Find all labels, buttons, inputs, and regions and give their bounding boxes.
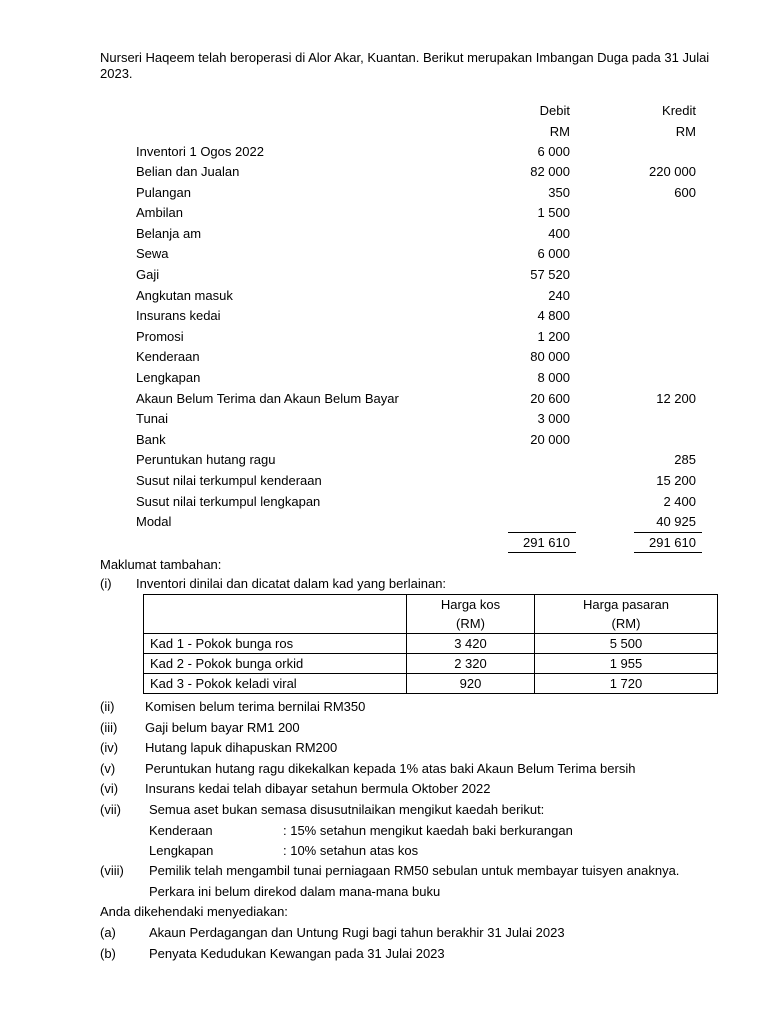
tb-debit: 240 bbox=[548, 288, 570, 303]
trial-balance-row bbox=[0, 473, 768, 493]
tb-item: Angkutan masuk bbox=[136, 288, 233, 303]
item-text: Hutang lapuk dihapuskan RM200 bbox=[145, 740, 338, 755]
intro-paragraph: Nurseri Haqeem telah beroperasi di Alor Akar, Kuantan. Berikut merupakan Imbangan Duga pada 31 Julai 2023. bbox=[100, 50, 710, 81]
col-cost-unit: (RM) bbox=[407, 614, 535, 634]
tb-kredit: 12 200 bbox=[656, 391, 696, 406]
task-label: (a) bbox=[100, 925, 116, 940]
col-cost-header: Harga kos bbox=[407, 595, 535, 615]
tb-debit: 3 000 bbox=[537, 411, 570, 426]
depreciation-rule: : 10% setahun atas kos bbox=[283, 843, 419, 858]
item-text: Semua aset bukan semasa disusutnilaikan mengikut kaedah berikut: bbox=[149, 802, 545, 817]
inventory-cost: 3 420 bbox=[407, 634, 535, 654]
item-text: Insurans kedai telah dibayar setahun bermula Oktober 2022 bbox=[145, 781, 491, 796]
tb-debit: 57 520 bbox=[530, 267, 570, 282]
tb-debit: 4 800 bbox=[537, 308, 570, 323]
total-kredit: 291 610 bbox=[649, 535, 696, 550]
item-text: Inventori dinilai dan dicatat dalam kad yang berlainan: bbox=[136, 576, 447, 591]
depreciation-asset-name: Lengkapan bbox=[149, 843, 214, 858]
tb-kredit: 2 400 bbox=[663, 494, 696, 509]
tb-item: Inventori 1 Ogos 2022 bbox=[136, 144, 264, 159]
inventory-table bbox=[143, 594, 718, 694]
tb-debit: 20 600 bbox=[530, 391, 570, 406]
tb-item: Bank bbox=[136, 432, 166, 447]
debit-header: Debit bbox=[539, 103, 570, 118]
tb-item: Modal bbox=[136, 514, 172, 529]
tb-item: Susut nilai terkumpul kenderaan bbox=[136, 473, 322, 488]
tb-debit: 20 000 bbox=[530, 432, 570, 447]
inventory-unit-row bbox=[144, 614, 718, 634]
trial-balance-row bbox=[0, 411, 768, 431]
tb-item: Gaji bbox=[136, 267, 160, 282]
tb-kredit: 15 200 bbox=[656, 473, 696, 488]
inventory-name: Kad 3 - Pokok keladi viral bbox=[144, 674, 407, 694]
table-row bbox=[144, 654, 718, 674]
total-bottom-line-debit bbox=[508, 552, 576, 553]
tb-item: Lengkapan bbox=[136, 370, 201, 385]
item-text: Komisen belum terima bernilai RM350 bbox=[145, 699, 366, 714]
tb-item: Susut nilai terkumpul lengkapan bbox=[136, 494, 321, 509]
trial-balance-row bbox=[0, 391, 768, 411]
tb-debit: 8 000 bbox=[537, 370, 570, 385]
tb-item: Tunai bbox=[136, 411, 169, 426]
depreciation-rule: : 15% setahun mengikut kaedah baki berkurangan bbox=[283, 823, 573, 838]
task-label: (b) bbox=[100, 946, 116, 961]
trial-balance-row bbox=[0, 144, 768, 164]
tb-kredit: 600 bbox=[674, 185, 696, 200]
item-label: (vii) bbox=[100, 802, 121, 817]
tb-item: Belanja am bbox=[136, 226, 202, 241]
inventory-cost: 2 320 bbox=[407, 654, 535, 674]
kredit-header: Kredit bbox=[662, 103, 696, 118]
trial-balance-row bbox=[0, 267, 768, 287]
inventory-header-row bbox=[144, 595, 718, 615]
tb-item: Promosi bbox=[136, 329, 184, 344]
inventory-name: Kad 1 - Pokok bunga ros bbox=[144, 634, 407, 654]
trial-balance-row bbox=[0, 246, 768, 266]
inventory-header-blank bbox=[144, 595, 407, 615]
task-text: Akaun Perdagangan dan Untung Rugi bagi tahun berakhir 31 Julai 2023 bbox=[149, 925, 565, 940]
trial-balance-row bbox=[0, 514, 768, 534]
total-bottom-line-kredit bbox=[634, 552, 702, 553]
col-market-header: Harga pasaran bbox=[535, 595, 718, 615]
item-label: (iv) bbox=[100, 740, 119, 755]
tb-debit: 6 000 bbox=[537, 144, 570, 159]
tb-debit: 80 000 bbox=[530, 349, 570, 364]
tb-kredit: 285 bbox=[674, 452, 696, 467]
trial-balance-row bbox=[0, 288, 768, 308]
inventory-market: 5 500 bbox=[535, 634, 718, 654]
tb-kredit: 40 925 bbox=[656, 514, 696, 529]
trial-balance-row bbox=[0, 370, 768, 390]
item-text: Pemilik telah mengambil tunai perniagaan RM50 sebulan untuk membayar tuisyen anaknya. bbox=[149, 863, 680, 878]
table-row bbox=[144, 634, 718, 654]
trial-balance-row bbox=[0, 226, 768, 246]
tb-item: Peruntukan hutang ragu bbox=[136, 452, 276, 467]
depreciation-asset-name: Kenderaan bbox=[149, 823, 213, 838]
tb-item: Kenderaan bbox=[136, 349, 200, 364]
trial-balance-row bbox=[0, 494, 768, 514]
total-top-line-debit bbox=[508, 532, 576, 533]
trial-balance-row bbox=[0, 432, 768, 452]
tb-item: Sewa bbox=[136, 246, 169, 261]
tb-item: Belian dan Jualan bbox=[136, 164, 240, 179]
tb-debit: 1 500 bbox=[537, 205, 570, 220]
table-row bbox=[144, 674, 718, 694]
tb-item: Insurans kedai bbox=[136, 308, 221, 323]
item-label: (v) bbox=[100, 761, 116, 776]
item-label: (vi) bbox=[100, 781, 119, 796]
inventory-name: Kad 2 - Pokok bunga orkid bbox=[144, 654, 407, 674]
inventory-market: 1 720 bbox=[535, 674, 718, 694]
inventory-unit-blank bbox=[144, 614, 407, 634]
item-label: (i) bbox=[100, 576, 112, 591]
item-text: Gaji belum bayar RM1 200 bbox=[145, 720, 300, 735]
item-text: Peruntukan hutang ragu dikekalkan kepada 1% atas baki Akaun Belum Terima bersih bbox=[145, 761, 636, 776]
tb-debit: 6 000 bbox=[537, 246, 570, 261]
total-debit: 291 610 bbox=[523, 535, 570, 550]
item-label: (ii) bbox=[100, 699, 115, 714]
tb-item: Pulangan bbox=[136, 185, 191, 200]
debit-unit: RM bbox=[549, 124, 570, 139]
inventory-market: 1 955 bbox=[535, 654, 718, 674]
item-label: (iii) bbox=[100, 720, 118, 735]
inventory-cost: 920 bbox=[407, 674, 535, 694]
total-top-line-kredit bbox=[634, 532, 702, 533]
item-label: (viii) bbox=[100, 863, 124, 878]
additional-heading: Maklumat tambahan: bbox=[100, 557, 222, 572]
required-heading: Anda dikehendaki menyediakan: bbox=[100, 904, 288, 919]
trial-balance-row bbox=[0, 205, 768, 225]
trial-balance-row bbox=[0, 452, 768, 472]
tb-item: Ambilan bbox=[136, 205, 183, 220]
tb-item: Akaun Belum Terima dan Akaun Belum Bayar bbox=[136, 391, 399, 406]
tb-debit: 400 bbox=[548, 226, 570, 241]
tb-debit: 1 200 bbox=[537, 329, 570, 344]
tb-kredit: 220 000 bbox=[649, 164, 696, 179]
trial-balance-row bbox=[0, 329, 768, 349]
trial-balance-row bbox=[0, 308, 768, 328]
trial-balance-row bbox=[0, 164, 768, 184]
item-text-continued: Perkara ini belum direkod dalam mana-mana buku bbox=[149, 884, 441, 899]
task-text: Penyata Kedudukan Kewangan pada 31 Julai 2023 bbox=[149, 946, 445, 961]
tb-debit: 82 000 bbox=[530, 164, 570, 179]
col-market-unit: (RM) bbox=[535, 614, 718, 634]
kredit-unit: RM bbox=[675, 124, 696, 139]
trial-balance-row bbox=[0, 185, 768, 205]
trial-balance-row bbox=[0, 349, 768, 369]
tb-debit: 350 bbox=[548, 185, 570, 200]
